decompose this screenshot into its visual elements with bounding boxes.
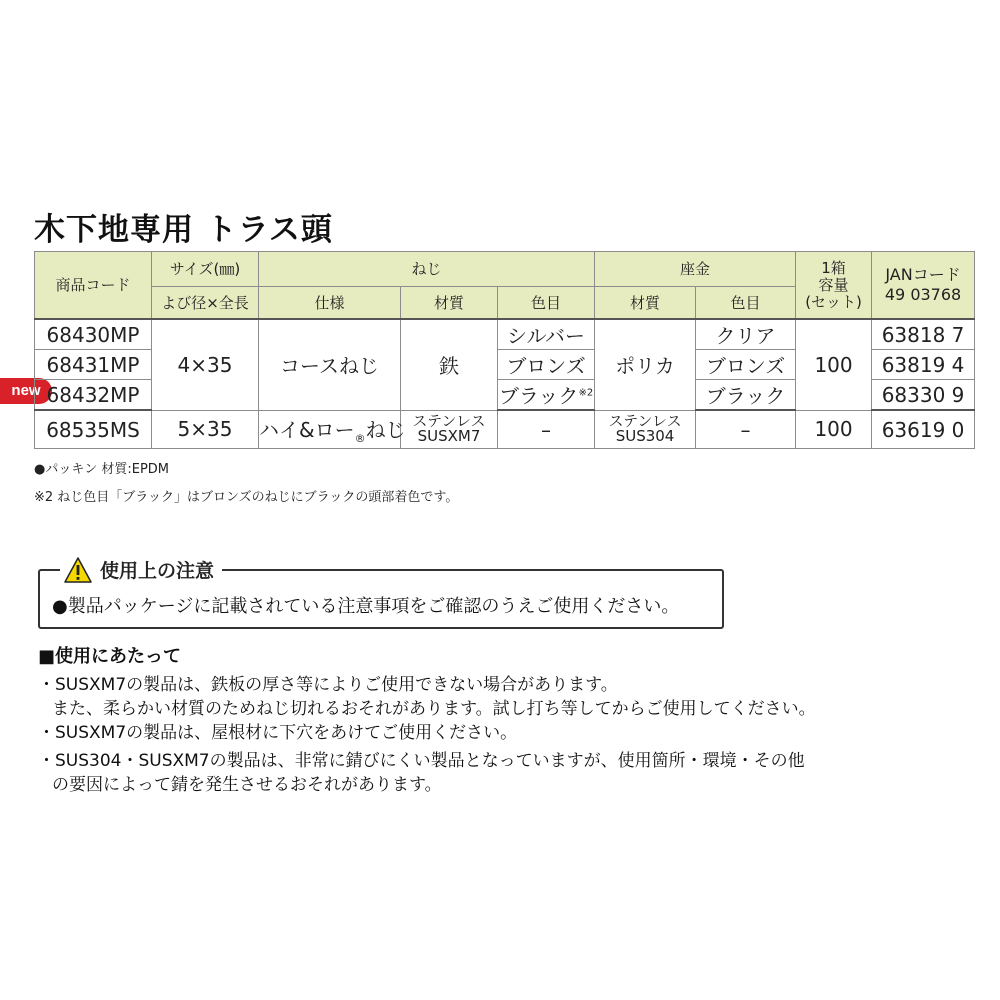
page-title: 木下地専用 トラス頭 xyxy=(34,212,333,248)
cell-code: 68430MP xyxy=(35,319,152,350)
cell-washer-color: ブロンズ xyxy=(696,350,796,380)
cell-screw-color: ブロンズ xyxy=(498,350,595,380)
header-box-qty-line3: (セット) xyxy=(805,292,862,311)
cell-washer-color: クリア xyxy=(696,319,796,350)
new-badge: new xyxy=(0,378,52,404)
cell-qty: 100 xyxy=(796,410,872,449)
spec-text-a: ハイ&ロー xyxy=(259,417,355,442)
table-row xyxy=(35,319,975,350)
cell-material: 鉄 xyxy=(401,319,498,410)
header-box-qty-line2: 容量 xyxy=(818,275,849,294)
cell-washer-material xyxy=(595,410,696,449)
cell-jan: 63818 7 xyxy=(872,319,975,350)
header-screw-material: 材質 xyxy=(401,287,498,320)
warning-triangle-icon xyxy=(64,557,92,583)
cell-jan: 63619 0 xyxy=(872,410,975,449)
caution-heading xyxy=(60,556,222,583)
material-line1: ステンレス xyxy=(412,412,486,431)
header-washer: 座金 xyxy=(595,252,796,287)
usage-line: また、柔らかい材質のためねじ切れるおそれがあります。試し打ち等してからご使用してください。 xyxy=(52,699,816,719)
cell-washer-color: ブラック xyxy=(696,380,796,411)
header-code: 商品コード xyxy=(35,252,152,320)
footnote-mark: ※2 xyxy=(578,387,594,399)
cell-screw-color: – xyxy=(498,410,595,449)
cell-screw-color xyxy=(498,380,595,411)
cell-code: 68431MP xyxy=(35,350,152,380)
header-washer-material: 材質 xyxy=(595,287,696,320)
material-line2: SUSXM7 xyxy=(417,427,481,446)
header-screw-color: 色目 xyxy=(498,287,595,320)
cell-code: 68535MS xyxy=(35,410,152,449)
header-box-qty xyxy=(796,252,872,320)
washer-material-line2: SUS304 xyxy=(615,427,675,446)
cell-spec: コースねじ xyxy=(259,319,401,410)
product-spec-table xyxy=(34,251,975,449)
note-footnote-2: ※2 ねじ色目「ブラック」はブロンズのねじにブラックの頭部着色です。 xyxy=(34,490,459,505)
cell-material xyxy=(401,410,498,449)
registered-mark: ® xyxy=(354,431,366,445)
usage-line: ・SUSXM7の製品は、鉄板の厚さ等によりご使用できない場合があります。 xyxy=(38,675,618,695)
header-size: サイズ(㎜) xyxy=(152,252,259,287)
washer-material-line1: ステンレス xyxy=(608,412,682,431)
header-screw-spec: 仕様 xyxy=(259,287,401,320)
cell-code: 68432MP xyxy=(35,380,152,411)
caution-text: ●製品パッケージに記載されている注意事項をご確認のうえご使用ください。 xyxy=(52,596,680,617)
cell-screw-color: シルバー xyxy=(498,319,595,350)
cell-size: 4×35 xyxy=(152,319,259,410)
usage-line: ・SUS304・SUSXM7の製品は、非常に錆びにくい製品となっていますが、使用箇所・環境・その他 xyxy=(38,751,805,771)
header-washer-color: 色目 xyxy=(696,287,796,320)
caution-title: 使用上の注意 xyxy=(100,560,215,582)
usage-title: ■使用にあたって xyxy=(38,646,182,667)
header-size-sub: よび径×全長 xyxy=(152,287,259,320)
header-jan-line2: 49 03768 xyxy=(884,285,962,304)
header-screw: ねじ xyxy=(259,252,595,287)
spec-text-b: ねじ xyxy=(365,417,406,442)
usage-line: の要因によって錆を発生させるおそれがあります。 xyxy=(52,775,442,795)
screw-color-text: ブラック xyxy=(498,384,579,408)
table-row xyxy=(35,410,975,449)
cell-spec xyxy=(259,410,406,449)
usage-line: ・SUSXM7の製品は、屋根材に下穴をあけてご使用ください。 xyxy=(38,723,518,743)
header-jan-line1: JANコード xyxy=(885,265,961,284)
cell-size: 5×35 xyxy=(152,410,259,449)
header-jan xyxy=(872,252,975,320)
cell-jan: 68330 9 xyxy=(872,380,975,411)
header-box-qty-line1: 1箱 xyxy=(821,258,846,277)
note-packing: ●パッキン 材質:EPDM xyxy=(34,462,170,477)
cell-washer-color: – xyxy=(696,410,796,449)
cell-washer-material: ポリカ xyxy=(595,319,696,410)
cell-jan: 63819 4 xyxy=(872,350,975,380)
cell-qty: 100 xyxy=(796,319,872,410)
